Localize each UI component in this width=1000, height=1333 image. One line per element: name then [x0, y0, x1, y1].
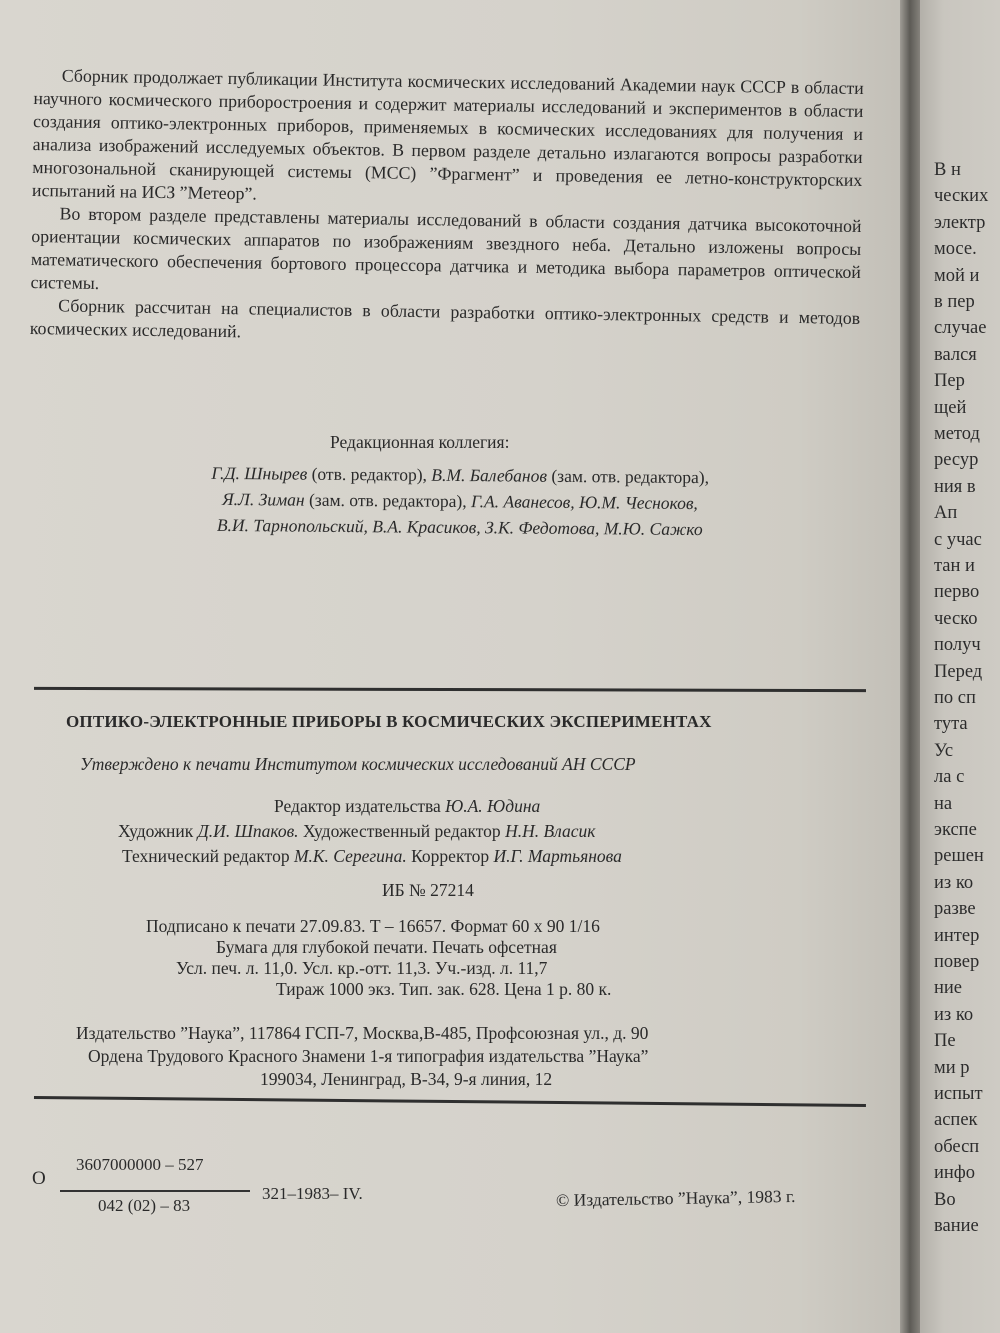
facing-page-fragment: вание: [934, 1216, 979, 1236]
catalog-fraction-line: [60, 1190, 250, 1192]
facing-page-fragment: аспек: [934, 1110, 978, 1131]
publisher-info: [76, 1022, 648, 1091]
facing-page-fragment: мой и: [934, 265, 980, 286]
facing-page-fragment: Ус: [934, 740, 954, 761]
abstract-paragraph-1: Сборник продолжает публикации Института космических исследований Академии наук СССР в области научного космического приборостроения и содержит материалы исследований и экспериментов в области создания оптико-электронных приборов, применяемых в космических исследованиях для получения и анализа изображений исследуемых объектов. В первом разделе детально излагаются вопросы разработки многозональной сканирующей системы (МСС) ”Фрагмент” и проведения ее летно-конструкторских испытаний на ИСЗ ”Метеор”.: [31, 65, 864, 204]
printer-address: 199034, Ленинград, В-34, 9-я линия, 12: [260, 1069, 553, 1089]
facing-page-fragment: из ко: [934, 872, 974, 893]
abstract-paragraph-3: Сборник рассчитан на специалистов в области разработки оптико-электронных средств и методов космических исследований.: [29, 295, 861, 342]
facing-page-fragment: по сп: [934, 688, 976, 708]
facing-page-fragment: получ: [934, 635, 981, 656]
divider-top: [34, 687, 866, 692]
facing-page-fragment: тан и: [934, 556, 975, 576]
facing-page-fragment: с учас: [934, 529, 982, 550]
facing-page-fragment: решен: [934, 846, 984, 867]
print-details: [146, 916, 611, 1000]
facing-page-fragment: интер: [934, 925, 980, 946]
facing-page-fragment: щей: [934, 397, 967, 418]
catalog-code: 321–1983– IV.: [262, 1184, 363, 1203]
print-line: Подписано к печати 27.09.83. Т – 16657. Формат 60 х 90 1/16: [146, 916, 600, 936]
facing-page-fragment: электр: [934, 212, 986, 233]
abstract: [30, 64, 864, 353]
abstract-paragraph-2: Во втором разделе представлены материалы исследований в области создания датчика высокоточной ориентации космических аппаратов по изображениям звездного неба. Детально изложены вопросы математического обеспечения бортового процессора датчика и методика выбора параметров оптической системы.: [30, 203, 862, 294]
facing-page-fragment: на: [934, 793, 953, 814]
editor-role: (зам. отв. редактора),: [308, 489, 467, 512]
editorial-line-3: В.И. Тарнопольский, В.А. Красиков, З.К. Федотова, М.Ю. Сажко: [216, 514, 703, 540]
publisher-address: Издательство ”Наука”, 117864 ГСП-7, Москва,В-485, Профсоюзная ул., д. 90: [76, 1023, 649, 1043]
facing-page-fragment: повер: [934, 952, 980, 972]
facing-page-fragment: ла с: [934, 767, 965, 788]
facing-page-fragment: ми р: [934, 1057, 970, 1078]
facing-page-fragment: тута: [934, 714, 968, 735]
printer-name: Ордена Трудового Красного Знамени 1-я типография издательства ”Наука”: [88, 1046, 649, 1066]
facing-page-fragment: мосе.: [934, 239, 977, 260]
editor-name: Я.Л. Зиман: [222, 488, 305, 510]
editorial-board-members: [100, 459, 821, 543]
editor-role: (отв. редактор),: [311, 463, 428, 485]
facing-page-fragment: испыт: [934, 1084, 983, 1104]
approval-note: Утверждено к печати Институтом космических исследований АН СССР: [80, 754, 636, 774]
credit-editor: Редактор издательства Ю.А. Юдина: [274, 796, 541, 816]
facing-page-fragment: ческо: [934, 608, 978, 629]
editorial-board-title: Редакционная коллегия:: [330, 432, 510, 452]
facing-page-fragment: В н: [934, 160, 961, 180]
facing-page-fragment: вался: [934, 344, 977, 365]
credit-technical: Технический редактор М.К. Серегина. Корректор И.Г. Мартьянова: [122, 846, 622, 866]
facing-page-fragment: Перед: [934, 661, 983, 682]
editor-role: (зам. отв. редактора),: [551, 465, 710, 488]
facing-page-fragment: случае: [934, 318, 987, 339]
book-title: ОПТИКО-ЭЛЕКТРОННЫЕ ПРИБОРЫ В КОСМИЧЕСКИХ ЭКСПЕРИМЕНТАХ: [66, 712, 712, 731]
book-gutter: [900, 0, 922, 1333]
credit-artist: Художник Д.И. Шпаков. Художественный редактор Н.Н. Власик: [118, 821, 596, 841]
facing-page-fragment: ресур: [934, 450, 979, 471]
facing-page-fragment: экспе: [934, 820, 977, 840]
print-line: Тираж 1000 экз. Тип. зак. 628. Цена 1 р. 80 к.: [276, 979, 612, 999]
print-line: Усл. печ. л. 11,0. Усл. кр.-отт. 11,3. Уч.-изд. л. 11,7: [176, 958, 548, 978]
facing-page-fragment: в пер: [934, 292, 975, 312]
facing-page-fragment: перво: [934, 582, 980, 603]
facing-page-fragment: Пе: [934, 1031, 956, 1052]
facing-page-fragment: Пер: [934, 371, 965, 392]
divider-bottom: [34, 1096, 866, 1107]
facing-page-fragment: инфо: [934, 1163, 976, 1184]
editor-name: Г.Д. Шнырев: [211, 462, 308, 484]
facing-page-fragment: обесп: [934, 1136, 980, 1157]
catalog-denominator: 042 (02) – 83: [98, 1196, 191, 1215]
copyright-notice: © Издательство ”Наука”, 1983 г.: [555, 1185, 796, 1211]
editor-name: Г.А. Аванесов, Ю.М. Чесноков,: [470, 491, 698, 514]
facing-page-fragment: ния в: [934, 476, 976, 497]
facing-page-fragment: из ко: [934, 1004, 974, 1025]
ib-number: ИБ № 27214: [382, 880, 474, 900]
facing-page-fragment: ческих: [934, 186, 989, 207]
facing-page-fragment: разве: [934, 899, 976, 920]
facing-page-fragment: метод: [934, 424, 980, 444]
print-line: Бумага для глубокой печати. Печать офсетная: [216, 937, 557, 957]
facing-page: [920, 0, 1000, 1333]
facing-page-fragment: ние: [934, 978, 963, 999]
credits: [118, 794, 622, 869]
facing-page-fragment: Ап: [934, 503, 958, 524]
editor-name: В.М. Балебанов: [431, 464, 548, 486]
facing-page-fragment: Во: [934, 1189, 956, 1210]
catalog-letter: О: [32, 1168, 46, 1189]
catalog-numerator: 3607000000 – 527: [76, 1155, 204, 1174]
